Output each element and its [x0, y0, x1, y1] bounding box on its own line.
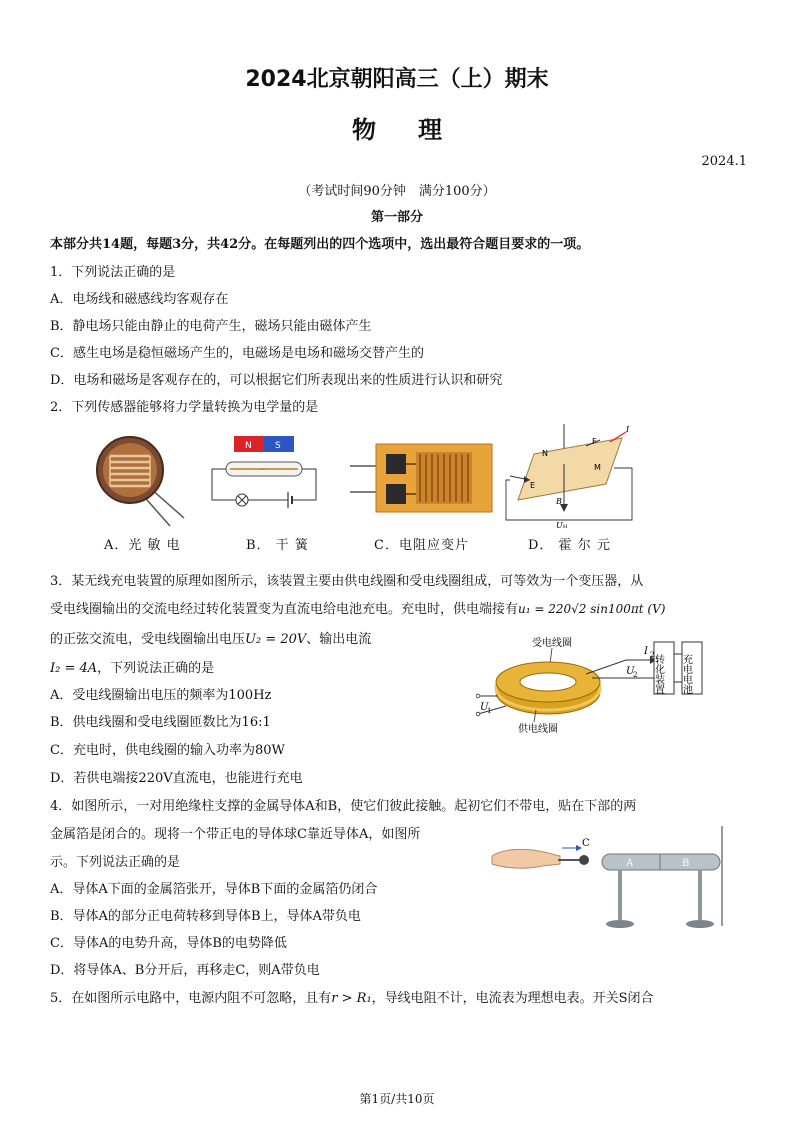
q2-stem: 2．下列传感器能够将力学量转换为电学量的是 [50, 400, 319, 415]
u2-subscript: 2 [633, 671, 638, 679]
q3-line-4-text: ，下列说法正确的是 [97, 661, 215, 676]
page-title: 2024北京朝阳高三（上）期末 [245, 67, 549, 92]
strain-gauge-figure [350, 440, 500, 516]
q3-u2-value: U₂ = 20V [245, 632, 307, 647]
section-instructions: 本部分共14题，每题3分，共42分。在每题列出的四个选项中，选出最符合题目要求的一项。 [50, 237, 590, 252]
part-heading: 第一部分 [370, 210, 423, 225]
q4-option-d: D．将导体A、B分开后，再移走C，则A带负电 [50, 963, 320, 978]
hall-m-label: M [594, 463, 601, 472]
q3-option-c: C．充电时，供电线圈的输入功率为80W [50, 743, 285, 758]
q5-line-1-text: 5．在如图所示电路中，电源内阻不可忽略，且有 [50, 991, 332, 1006]
receive-coil-label: 受电线圈 [532, 638, 572, 649]
q5-condition: r > R₁ [331, 991, 372, 1006]
q3-line-2-text: 受电线圈输出的交流电经过转化装置变为直流电给电池充电。充电时，供电端接有 [50, 602, 519, 617]
magnet-n-label: N [245, 441, 252, 451]
hall-f-label: F [592, 437, 597, 446]
q3-option-b: B．供电线圈和受电线圈匝数比为16:1 [50, 715, 271, 730]
q5-line-1 [50, 987, 654, 1006]
hall-n-label: N [542, 449, 548, 458]
electrostatic-induction-figure [490, 826, 726, 932]
q3-line-2 [50, 598, 665, 617]
hall-u-subscript: H [563, 524, 568, 528]
supply-coil-label: 供电线圈 [518, 724, 558, 735]
q2-caption-d: D． 霍 尔 元 [528, 538, 611, 553]
magnet-s-label: S [275, 441, 281, 451]
hall-e-label: E [530, 481, 536, 490]
q4-line-2: 金属箔是闭合的。现将一个带正电的导体球C靠近导体A，如图所 [50, 827, 421, 842]
q4-line-1: 4．如图所示，一对用绝缘柱支撑的金属导体A和B，使它们彼此接触。起初它们不带电，贴在下部的两 [50, 799, 637, 814]
q3-voltage-formula: u₁ = 220√2 sin100πt (V) [518, 602, 666, 616]
q3-line-3-tail: 、输出电流 [306, 632, 372, 647]
q1-option-a: A．电场线和磁感线均客观存在 [50, 292, 229, 307]
page-footer: 第1页/共10页 [359, 1092, 435, 1106]
q1-option-b: B．静电场只能由静止的电荷产生，磁场只能由磁体产生 [50, 319, 372, 334]
i2-subscript: 2 [650, 651, 655, 659]
q3-line-3-text: 的正弦交流电，受电线圈输出电压 [50, 632, 246, 647]
hall-b-label: B [556, 497, 562, 506]
q4-line-3: 示。下列说法正确的是 [50, 855, 181, 870]
q1-stem: 1．下列说法正确的是 [50, 265, 176, 280]
hall-u-label: U [556, 521, 563, 528]
q3-line-3 [50, 628, 371, 647]
subject-title: 物理 [352, 116, 484, 144]
q2-caption-c: C．电阻应变片 [374, 538, 469, 553]
q2-caption-a: A．光 敏 电 [104, 538, 181, 553]
photoresistor-figure [94, 432, 186, 528]
wireless-charging-figure [476, 634, 704, 742]
q3-option-d: D．若供电端接220V直流电，也能进行充电 [50, 771, 303, 786]
reed-switch-figure [206, 432, 322, 518]
q3-i2-value: I₂ = 4A [50, 661, 98, 676]
q4-option-c: C．导体A的电势升高，导体B的电势降低 [50, 936, 287, 951]
q2-caption-b: B． 干 簧 [246, 538, 309, 553]
q1-option-d: D．电场和磁场是客观存在的，可以根据它们所表现出来的性质进行认识和研究 [50, 373, 503, 388]
q1-option-c: C．感生电场是稳恒磁场产生的，电磁场是电场和磁场交替产生的 [50, 346, 424, 361]
i2-label: I [644, 646, 648, 657]
q3-option-a: A．受电线圈输出电压的频率为100Hz [50, 688, 272, 703]
battery-label: 充电电池 [680, 654, 692, 694]
u1-subscript: 1 [487, 707, 492, 715]
hall-i-label: I [626, 425, 630, 434]
q3-line-1: 3．某无线充电装置的原理如图所示，该装置主要由供电线圈和受电线圈组成，可等效为一个变压器，从 [50, 574, 644, 589]
conductor-b-label: B [682, 858, 690, 869]
q4-option-b: B．导体A的部分正电荷转移到导体B上，导体A带负电 [50, 909, 361, 924]
q4-option-a: A．导体A下面的金属箔张开，导体B下面的金属箔仍闭合 [50, 882, 378, 897]
exam-info: （考试时间90分钟 满分100分） [298, 184, 496, 199]
converter-label: 转化装置 [652, 654, 664, 694]
hall-element-figure [502, 424, 638, 528]
u2-label: U [626, 666, 635, 677]
u1-label: U [480, 702, 489, 713]
q3-line-4 [50, 657, 214, 676]
exam-date: 2024.1 [701, 154, 747, 169]
conductor-a-label: A [626, 858, 634, 869]
q5-line-1-tail: ，导线电阻不计，电流表为理想电表。开关S闭合 [371, 991, 654, 1006]
sphere-c-label: C [582, 838, 590, 849]
